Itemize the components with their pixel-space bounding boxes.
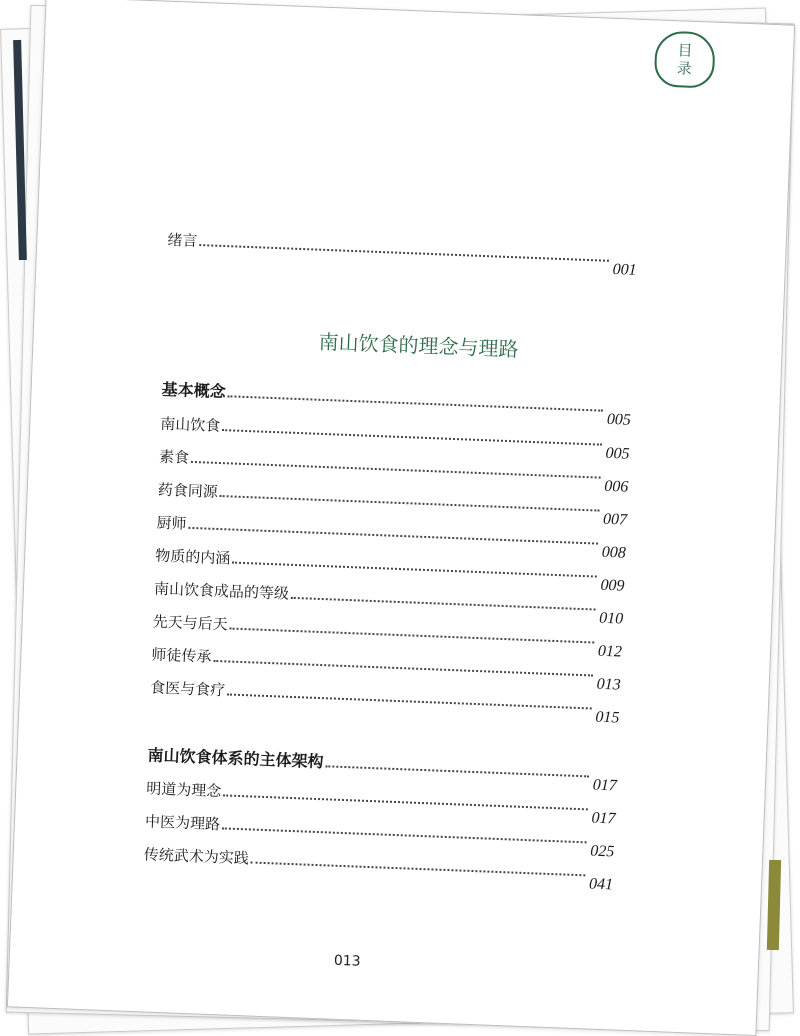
toc-entry-label: 厨师 [156, 513, 187, 533]
toc-entry-page: 025 [589, 842, 615, 861]
badge-char-2: 录 [676, 59, 693, 78]
section-title: 南山饮食的理念与理路 [318, 329, 519, 362]
toc-entry-label: 传统武术为实践 [143, 845, 250, 868]
toc-entry-label: 物质的内涵 [154, 546, 231, 568]
dot-leader [291, 597, 596, 611]
toc-entry-page: 008 [601, 543, 627, 562]
toc-entry-label: 南山饮食 [160, 414, 221, 435]
dot-leader [227, 395, 603, 411]
toc-entry-page: 007 [602, 510, 628, 529]
dot-leader [325, 765, 589, 777]
toc-entry-label: 明道为理念 [146, 779, 222, 801]
toc-heading-page: 005 [606, 410, 632, 429]
dot-leader [227, 693, 592, 709]
toc-badge [654, 30, 716, 88]
dot-leader [223, 794, 588, 810]
toc-entry-label: 绪言 [167, 230, 198, 250]
toc-entry-label: 素食 [158, 447, 190, 467]
toc-entry-page: 041 [588, 875, 614, 894]
dot-leader [232, 562, 597, 578]
toc-entry-label: 药食同源 [157, 480, 219, 501]
dot-leader [222, 827, 587, 843]
toc-entry-label: 先天与后天 [152, 612, 229, 634]
toc-entry-page: 015 [595, 708, 620, 727]
badge-char-1: 目 [677, 41, 693, 60]
toc-entry-page: 012 [597, 642, 623, 661]
table-of-contents [143, 2, 647, 894]
toc-entry-page: 005 [605, 444, 630, 463]
dot-leader [191, 461, 601, 479]
dot-leader [213, 660, 593, 677]
dot-leader [230, 628, 595, 644]
toc-entry-page: 010 [598, 609, 624, 628]
page-number: 013 [333, 952, 361, 970]
dot-leader [222, 429, 602, 446]
toc-entry-label: 食医与食疗 [149, 678, 226, 700]
dot-leader [251, 861, 586, 876]
toc-heading-page: 017 [592, 776, 618, 795]
dot-leader [199, 244, 609, 262]
toc-entry-label: 师徒传承 [151, 645, 212, 666]
toc-page [7, 0, 795, 1036]
toc-entry-page: 006 [603, 477, 629, 496]
dot-leader [220, 495, 600, 512]
book-cover-edge [767, 860, 781, 950]
toc-entry-page: 001 [612, 260, 637, 279]
toc-entry-label: 中医为理路 [144, 812, 221, 834]
toc-entry-page: 009 [600, 576, 625, 595]
toc-entry-page: 017 [591, 809, 616, 828]
dot-leader [188, 527, 598, 545]
toc-heading-label: 基本概念 [161, 379, 227, 402]
toc-entry-page: 013 [596, 675, 621, 694]
toc-entry-intro[interactable] [167, 224, 638, 279]
toc-heading-label: 南山饮食体系的主体架构 [147, 745, 324, 772]
toc-entry-label: 南山饮食成品的等级 [153, 579, 290, 603]
